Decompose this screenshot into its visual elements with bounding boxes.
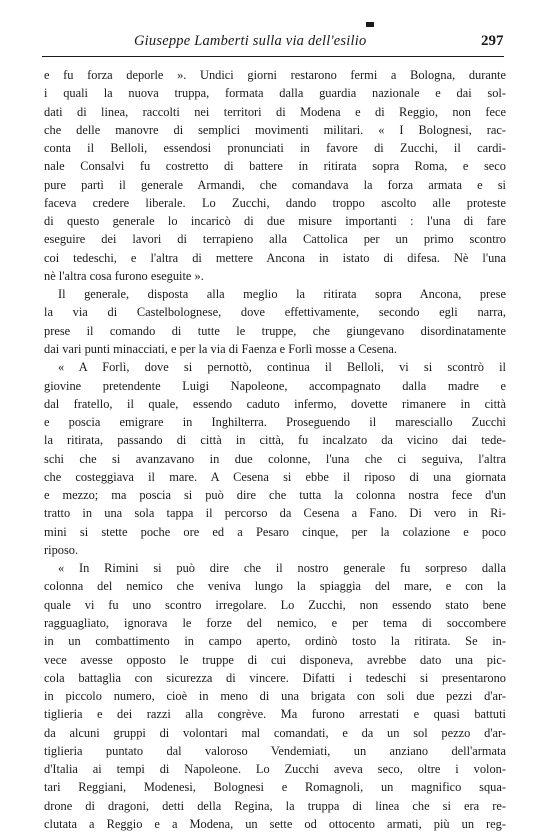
page-number: 297: [481, 33, 504, 49]
running-title: Giuseppe Lamberti sulla via dell'esilio: [134, 33, 367, 49]
text-line: clutata a Reggio e a Modena, un sette od ottocento armati, più un reg-: [44, 816, 506, 831]
text-line: colonna del nemico che veniva lungo la spiaggia del mare, e con la: [44, 579, 506, 594]
text-line: e mezzo; ma poscia si può dire che tutta la colonna nostra fece d'un: [44, 488, 506, 503]
text-line: schi che si avanzavano in due colonne, l'una che ci seguiva, l'altra: [44, 451, 506, 466]
text-line: vece avesse opposto le truppe di cui disponeva, avrebbe dato una pic-: [44, 652, 506, 667]
text-line: d'Italia ai tempi di Napoleone. Lo Zucchi aveva seco, oltre i volon-: [44, 762, 506, 777]
text-line: tiglieria puntato dal valoroso Vendemiati, un anziano dell'armata: [44, 743, 506, 758]
text-line: giovine pretendente Luigi Napoleone, accompagnato dalla madre e: [44, 378, 506, 393]
text-line: « In Rimini si può dire che il nostro generale fu sorpreso dalla: [58, 561, 506, 576]
text-line: da alcuni gruppi di volontari mal comandati, e da un sol pezzo d'ar-: [44, 725, 506, 740]
text-line: nale Consalvi fu costretto di battere in ritirata sopra Roma, e seco: [44, 159, 506, 174]
text-line: coi tedeschi, e l'altra di mettere Ancona in istato di difesa. Nè l'una: [44, 250, 506, 265]
text-line: i quali la nuova truppa, formata dalla guardia nazionale e dai sol-: [44, 86, 506, 101]
text-line: riposo.: [44, 542, 79, 557]
text-line: tratto in una sola tappa il percorso da Cesena a Fano. Di vero in Ri-: [44, 506, 506, 521]
header-mark: [366, 22, 374, 27]
header-rule: [42, 56, 504, 57]
text-line: dal fratello, il quale, essendo caduto infermo, dovette rimanere in città: [44, 396, 506, 411]
text-line: in piccolo numero, cioè in meno di una brigata con soli due pezzi d'ar-: [44, 689, 506, 704]
text-line: ragguagliato, ignorava le forze del nemico, e per tema di soccombere: [44, 615, 506, 630]
text-line: la ritirata, passando di città in città, fu incalzato da vicino dai tede-: [44, 433, 506, 448]
text-line: in un combattimento in campo aperto, ordinò tosto la ritirata. Se in-: [44, 634, 506, 649]
text-line: quale vi fu uno scontro irregolare. Lo Zucchi, non essendo stato bene: [44, 597, 506, 612]
text-line: che costeggiava il mare. A Cesena si ebbe il riposo di una giornata: [44, 469, 506, 484]
text-line: drone di dragoni, detti della Regina, la truppa di linea che si era re-: [44, 798, 506, 813]
text-line: cola battaglia con sicurezza di vincere. Difatti i tedeschi si presentarono: [44, 670, 506, 685]
text-line: eseguire dei lavori di terrapieno alla Cattolica per un primo scontro: [44, 232, 506, 247]
text-line: conta il Belloli, essendosi pronunciati in favore di Zucchi, il cardi-: [44, 141, 506, 156]
body-text: [44, 66, 506, 833]
text-line: dai vari punti minacciati, e per la via di Faenza e Forlì mosse a Cesena.: [44, 341, 398, 356]
text-line: prese il comando di tutte le truppe, che giungevano disordinatamente: [44, 323, 506, 338]
text-line: nè l'altra cosa furono eseguite ».: [44, 268, 204, 283]
text-line: faceva credere liberale. Lo Zucchi, dando troppo ascolto alle proteste: [44, 195, 506, 210]
text-line: che delle manovre di semplici movimenti militari. « I Bolognesi, rac-: [44, 122, 506, 137]
text-line: e poscia emigrare in Inghilterra. Proseguendo il maresciallo Zucchi: [44, 415, 506, 430]
text-line: tari Reggiani, Modenesi, Bolognesi e Romagnoli, un magnifico squa-: [44, 780, 506, 795]
text-line: mini si stette poche ore ed a Pesaro cinque, per la colazione e poco: [44, 524, 506, 539]
text-line: tiglieria e dei razzi alla congrève. Ma furono arrestati e quasi battuti: [44, 707, 506, 722]
text-line: « A Forlì, dove si pernottò, continua il Belloli, vi si scontrò il: [58, 360, 506, 375]
text-line: dati di linea, raccolti nei territori di Modena e di Reggio, non fece: [44, 104, 506, 119]
text-line: Il generale, disposta alla meglio la ritirata sopra Ancona, prese: [58, 287, 506, 302]
text-line: e fu forza deporle ». Undici giorni restarono fermi a Bologna, durante: [44, 68, 506, 82]
text-line: pure partì il generale Armandi, che comandava la forza armata e si: [44, 177, 506, 192]
text-line: la via di Castelbolognese, dove effettivamente, secondo egli narra,: [44, 305, 506, 320]
text-line: di questo generale lo incaricò di due misure importanti : l'una di fare: [44, 214, 506, 229]
